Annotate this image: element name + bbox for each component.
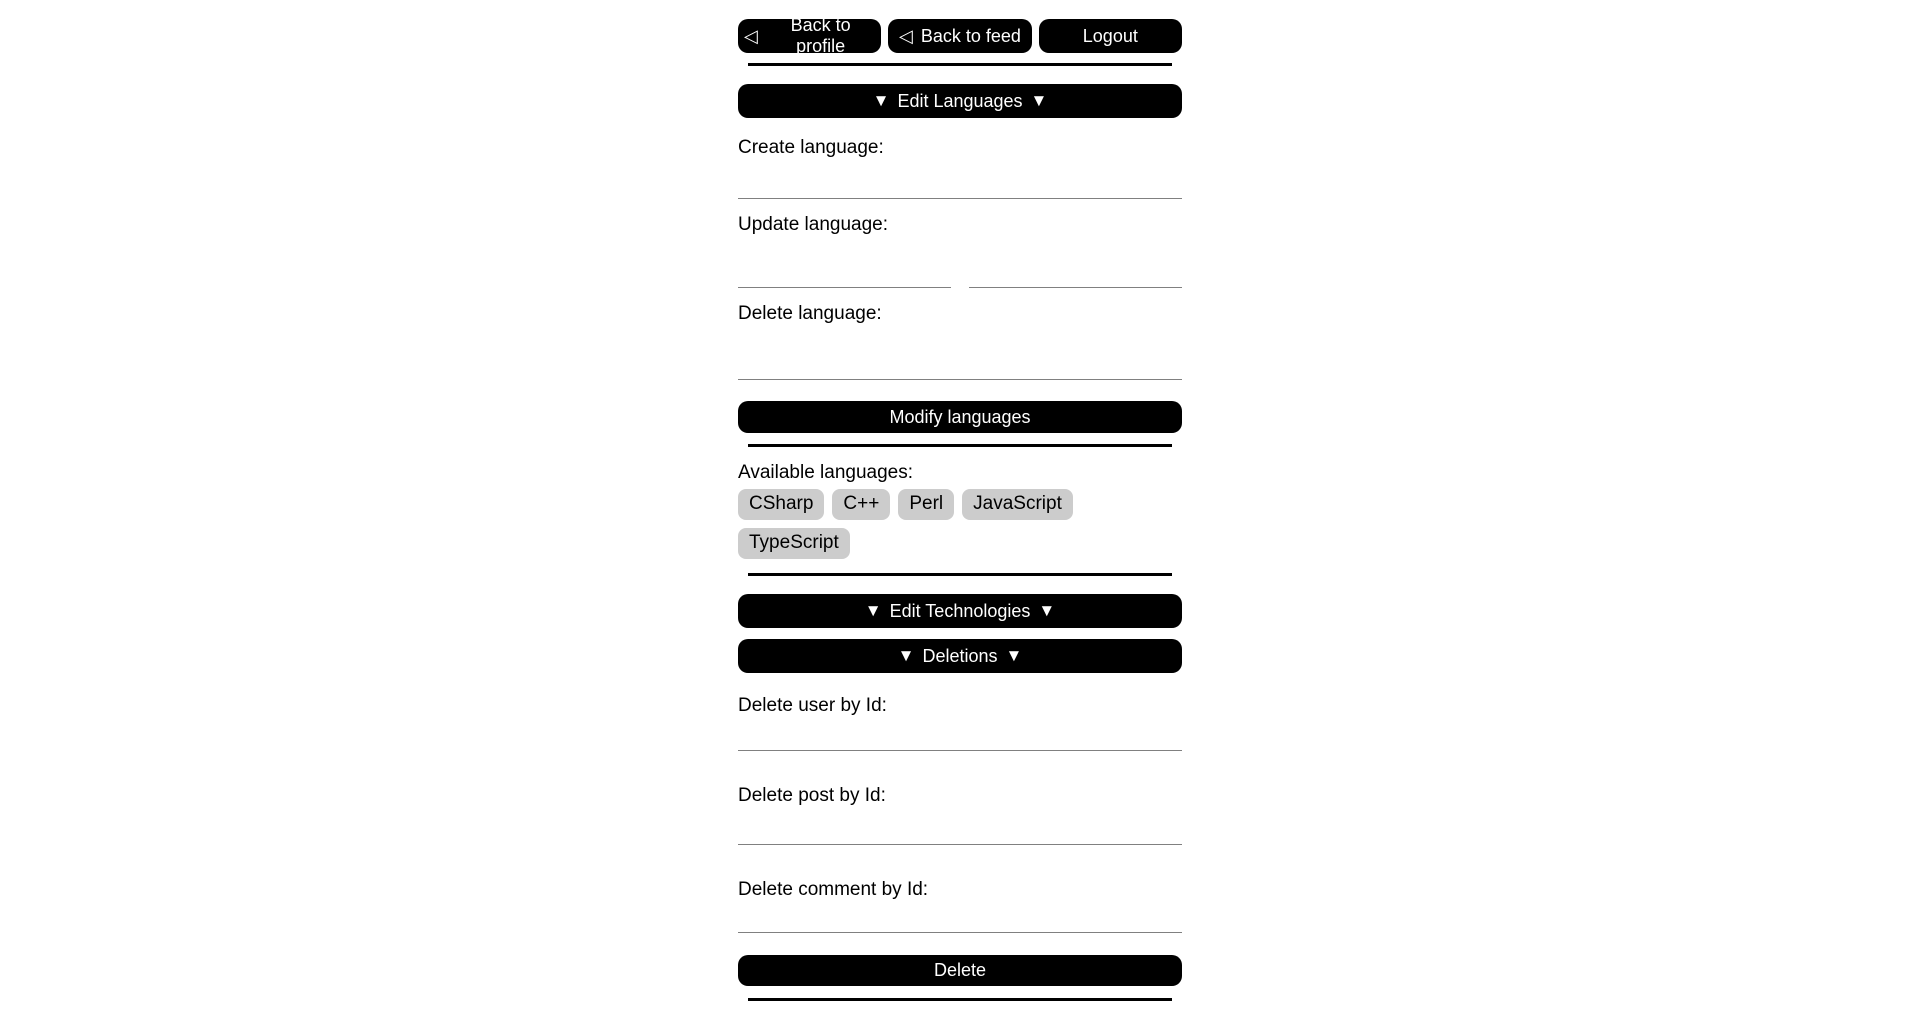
update-language-to-input[interactable] [969, 236, 1182, 288]
language-chip: C++ [832, 489, 890, 520]
language-chip: TypeScript [738, 528, 850, 559]
create-language-input[interactable] [738, 159, 1182, 199]
edit-technologies-toggle[interactable] [738, 594, 1182, 628]
modify-languages-label: Modify languages [889, 406, 1031, 427]
caret-down-icon: ▼ [1030, 91, 1048, 110]
language-chip: JavaScript [962, 489, 1073, 520]
edit-technologies-toggle-label: Edit Technologies [889, 600, 1031, 621]
language-chip: CSharp [738, 489, 824, 520]
modify-languages-button[interactable] [738, 401, 1182, 433]
back-to-profile-label: Back to profile [790, 15, 851, 56]
back-triangle-icon: ◁ [744, 25, 758, 46]
logout-label: Logout [1082, 25, 1138, 46]
delete-comment-id-input[interactable] [738, 901, 1182, 933]
delete-user-id-input[interactable] [738, 717, 1182, 751]
deletions-section [738, 639, 1182, 1001]
create-language-label: Create language: [738, 137, 884, 158]
back-to-feed-button[interactable] [888, 19, 1031, 53]
delete-language-input[interactable] [738, 325, 1182, 380]
available-languages-list [738, 489, 1182, 559]
back-to-feed-label: Back to feed [920, 25, 1021, 46]
back-to-profile-button[interactable] [738, 15, 881, 56]
logout-button[interactable] [1039, 19, 1182, 53]
update-language-label: Update language: [738, 214, 889, 235]
edit-languages-toggle[interactable] [738, 84, 1182, 118]
divider [748, 444, 1172, 447]
edit-languages-toggle-label: Edit Languages [897, 90, 1023, 111]
delete-button[interactable] [738, 955, 1182, 986]
delete-comment-label: Delete comment by Id: [738, 879, 929, 900]
caret-down-icon: ▼ [897, 646, 915, 665]
back-triangle-icon: ◁ [899, 25, 913, 46]
top-navigation [738, 15, 1182, 56]
delete-post-id-input[interactable] [738, 807, 1182, 845]
available-languages-label: Available languages: [738, 462, 914, 483]
caret-down-icon: ▼ [872, 91, 890, 110]
divider [748, 573, 1172, 576]
caret-down-icon: ▼ [864, 601, 882, 620]
language-chip: Perl [898, 489, 954, 520]
delete-user-label: Delete user by Id: [738, 695, 887, 716]
delete-language-label: Delete language: [738, 303, 882, 324]
update-language-fields [738, 236, 1182, 288]
caret-down-icon: ▼ [1038, 601, 1056, 620]
divider [748, 998, 1172, 1001]
delete-button-label: Delete [933, 960, 987, 980]
delete-post-label: Delete post by Id: [738, 785, 886, 806]
update-language-from-input[interactable] [738, 236, 951, 288]
deletions-toggle[interactable] [738, 639, 1182, 673]
admin-panel [738, 0, 1182, 1001]
caret-down-icon: ▼ [1005, 646, 1023, 665]
divider [748, 63, 1172, 66]
deletions-toggle-label: Deletions [922, 645, 998, 666]
